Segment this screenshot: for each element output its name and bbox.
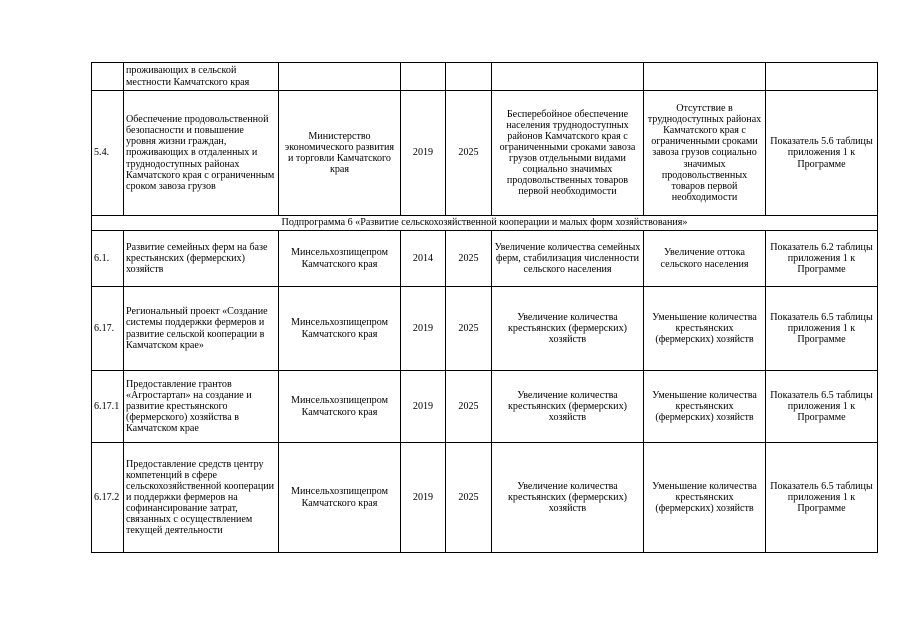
- start-year-cell: 2019: [401, 443, 446, 553]
- consequence-cell: Увеличение оттока сельского населения: [644, 231, 766, 287]
- table-row: [92, 231, 878, 287]
- table-row: [92, 63, 878, 91]
- start-year-cell: 2019: [401, 371, 446, 443]
- consequence-cell: Отсутствие в труднодоступных районах Камчатского края с ограниченными сроками завоза грузов социально значимых продовольственных товаров первой необходимости: [644, 91, 766, 216]
- table-row: [92, 371, 878, 443]
- measure-name-cell: Обеспечение продовольственной безопасности и повышение уровня жизни граждан, проживающих в отдаленных и труднодоступных районах Камчатского края с ограниченным сроком завоза грузов: [124, 91, 279, 216]
- expected-result-cell: Увеличение количества крестьянских (фермерских) хозяйств: [492, 443, 644, 553]
- indicator-cell: Показатель 6.5 таблицы приложения 1 к Программе: [766, 371, 878, 443]
- table-row: [92, 287, 878, 371]
- measure-number-cell: 6.17.: [92, 287, 124, 371]
- consequence-cell: Уменьшение количества крестьянских (фермерских) хозяйств: [644, 371, 766, 443]
- expected-result-cell: [492, 63, 644, 91]
- start-year-cell: 2019: [401, 287, 446, 371]
- end-year-cell: 2025: [446, 287, 492, 371]
- executor-cell: Минсельхозпищепром Камчатского края: [279, 231, 401, 287]
- measure-number-cell: 6.17.2: [92, 443, 124, 553]
- executor-cell: [279, 63, 401, 91]
- end-year-cell: 2025: [446, 443, 492, 553]
- indicator-cell: Показатель 6.2 таблицы приложения 1 к Программе: [766, 231, 878, 287]
- program-measures-table: [91, 62, 878, 553]
- consequence-cell: [644, 63, 766, 91]
- measure-name-cell: Предоставление грантов «Агростартап» на создание и развитие крестьянского (фермерского) хозяйства в Камчатском крае: [124, 371, 279, 443]
- expected-result-cell: Увеличение количества крестьянских (фермерских) хозяйств: [492, 371, 644, 443]
- table-row: [92, 91, 878, 216]
- end-year-cell: 2025: [446, 371, 492, 443]
- end-year-cell: [446, 63, 492, 91]
- start-year-cell: [401, 63, 446, 91]
- expected-result-cell: Увеличение количества крестьянских (фермерских) хозяйств: [492, 287, 644, 371]
- measure-number-cell: 5.4.: [92, 91, 124, 216]
- end-year-cell: 2025: [446, 231, 492, 287]
- measure-name-cell: проживающих в сельской местности Камчатского края: [124, 63, 279, 91]
- measure-number-cell: 6.1.: [92, 231, 124, 287]
- indicator-cell: [766, 63, 878, 91]
- executor-cell: Минсельхозпищепром Камчатского края: [279, 443, 401, 553]
- measure-name-cell: Развитие семейных ферм на базе крестьянских (фермерских) хозяйств: [124, 231, 279, 287]
- table-row: [92, 443, 878, 553]
- consequence-cell: Уменьшение количества крестьянских (фермерских) хозяйств: [644, 287, 766, 371]
- measure-name-cell: Предоставление средств центру компетенций в сфере сельскохозяйственной кооперации и поддержки фермеров на софинансирование затрат, связанных с осуществлением текущей деятельности: [124, 443, 279, 553]
- subprogram-header-row: [92, 216, 878, 231]
- expected-result-cell: Бесперебойное обеспечение населения труднодоступных районов Камчатского края с ограниченными сроками завоза грузов отдельными видами социально значимых продовольственных товаров первой необходимости: [492, 91, 644, 216]
- indicator-cell: Показатель 5.6 таблицы приложения 1 к Программе: [766, 91, 878, 216]
- indicator-cell: Показатель 6.5 таблицы приложения 1 к Программе: [766, 287, 878, 371]
- executor-cell: Министерство экономического развития и торговли Камчатского края: [279, 91, 401, 216]
- measure-number-cell: 6.17.1: [92, 371, 124, 443]
- start-year-cell: 2014: [401, 231, 446, 287]
- executor-cell: Минсельхозпищепром Камчатского края: [279, 371, 401, 443]
- consequence-cell: Уменьшение количества крестьянских (фермерских) хозяйств: [644, 443, 766, 553]
- indicator-cell: Показатель 6.5 таблицы приложения 1 к Программе: [766, 443, 878, 553]
- subprogram-title: Подпрограмма 6 «Развитие сельскохозяйственной кооперации и малых форм хозяйствования»: [92, 216, 878, 231]
- end-year-cell: 2025: [446, 91, 492, 216]
- expected-result-cell: Увеличение количества семейных ферм, стабилизация численности сельского населения: [492, 231, 644, 287]
- measure-name-cell: Региональный проект «Создание системы поддержки фермеров и развитие сельской кооперации в Камчатском крае»: [124, 287, 279, 371]
- start-year-cell: 2019: [401, 91, 446, 216]
- measure-number-cell: [92, 63, 124, 91]
- executor-cell: Минсельхозпищепром Камчатского края: [279, 287, 401, 371]
